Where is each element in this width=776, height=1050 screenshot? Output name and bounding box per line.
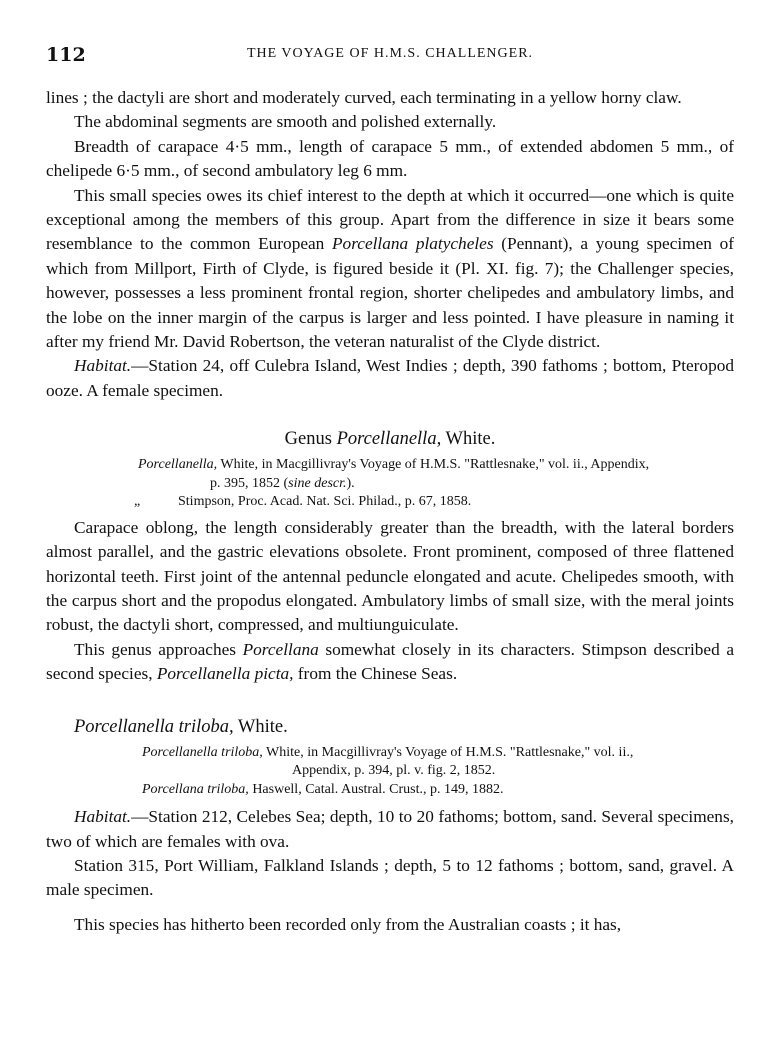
- genus-references: [46, 456, 734, 512]
- habitat-text: —Station 212, Celebes Sea; depth, 10 to 20 fathoms; bottom, sand. Several specimens, two of which are females with ova.: [46, 807, 734, 851]
- paragraph-distribution: This species has hitherto been recorded only from the Australian coasts ; it has,: [74, 914, 622, 934]
- reference-name: Porcellana triloba,: [142, 781, 249, 797]
- text-segment: from the Chinese Seas.: [293, 664, 458, 684]
- reference-text: White, in Macgillivray's Voyage of H.M.S. "Rattlesnake," vol. ii., Appendix,: [217, 457, 650, 473]
- species-italic: Porcellanella picta,: [156, 664, 294, 684]
- reference-line: [138, 456, 734, 475]
- spacer: [46, 903, 734, 913]
- text-segment: (Pennant), a young specimen of which from Millport, Firth of Clyde, is figured beside it (Pl. XI. fig. 7); the Challenger species, however, possesses a less prominent frontal region, shorter chelipedes and ambulatory limbs, and the lobe on the inner margin of the carpus is larger and less pointed. I have pleasure in naming it after my friend Mr. David Robertson, the veteran naturalist of the Clyde district.: [46, 234, 734, 352]
- paragraph-station-315: Station 315, Port William, Falkland Islands ; depth, 5 to 12 fathoms ; bottom, sand, gravel. A male specimen.: [46, 855, 734, 900]
- paragraph-measurements: Breadth of carapace 4·5 mm., length of carapace 5 mm., of extended abdomen 5 mm., of chelipede 6·5 mm., of second ambulatory leg 6 mm.: [46, 136, 734, 181]
- genus-name: Porcellanella,: [336, 429, 442, 450]
- genus-prefix: Genus: [284, 429, 337, 450]
- ditto-mark: „: [134, 494, 141, 510]
- paragraph-species-notes: [46, 184, 734, 355]
- page-header: [46, 40, 734, 68]
- page-number: 112: [46, 44, 86, 66]
- species-name: Porcellanella triloba,: [74, 716, 234, 737]
- species-reference-2: [142, 781, 734, 800]
- species-references: [46, 744, 734, 800]
- paragraph-genus-comparison: [46, 638, 734, 687]
- paragraph-abdominal: The abdominal segments are smooth and polished externally.: [74, 112, 497, 132]
- paragraph-habitat-1: [46, 354, 734, 403]
- genus-author: White.: [441, 429, 496, 450]
- species-name-italic: Porcellana platycheles: [332, 234, 494, 254]
- habitat-label: Habitat.: [74, 356, 132, 376]
- paragraph-genus-description: Carapace oblong, the length considerably greater than the breadth, with the lateral borders almost parallel, and the gastric elevations obsolete. Front prominent, composed of three flattened horizontal teeth. First joint of the antennal peduncle elongated and acute. Chelipedes smooth, with the carpus short and the propodus elongated. Ambulatory limbs of small size, with the meral joints robust, the dactyli short, compressed, and multiunguiculate.: [46, 517, 734, 635]
- reference-text: ).: [346, 475, 355, 491]
- text-segment: somewhat closely in its characters. Stimpson described a second species,: [46, 639, 734, 684]
- genus-heading: [46, 429, 734, 450]
- page: [46, 40, 734, 937]
- reference-line: Appendix, p. 394, pl. v. fig. 2, 1852.: [292, 763, 496, 779]
- reference-line: [138, 475, 734, 494]
- text-segment: This small species owes its chief interest to the depth at which it occurred—one which is quite exceptional among the members of this group. Apart from the difference in size it bears some resemblance to the common European: [46, 185, 734, 254]
- habitat-text: —Station 24, off Culebra Island, West Indies ; depth, 390 fathoms ; bottom, Pteropod ooze. A female specimen.: [46, 356, 734, 400]
- reference-text: Haswell, Catal. Austral. Crust., p. 149, 1882.: [248, 781, 504, 797]
- genus-reference-2: [134, 493, 734, 512]
- running-title: THE VOYAGE OF H.M.S. CHALLENGER.: [246, 46, 534, 61]
- species-author: White.: [233, 716, 288, 737]
- genus-italic: Porcellana: [242, 639, 319, 659]
- reference-text: Stimpson, Proc. Acad. Nat. Sci. Philad., p. 67, 1858.: [178, 494, 472, 510]
- reference-name: Porcellanella,: [138, 457, 218, 473]
- sine-descr: sine descr.: [288, 475, 347, 491]
- paragraph-habitat-2: [46, 805, 734, 854]
- reference-text: p. 395, 1852 (: [210, 475, 289, 491]
- habitat-label: Habitat.: [74, 807, 132, 827]
- reference-line: [142, 744, 734, 763]
- reference-name: Porcellanella triloba,: [142, 744, 263, 760]
- species-heading: [74, 717, 734, 738]
- genus-reference-1: [138, 456, 734, 493]
- reference-text: White, in Macgillivray's Voyage of H.M.S. "Rattlesnake," vol. ii.,: [262, 744, 634, 760]
- paragraph-dactyli: lines ; the dactyli are short and moderately curved, each terminating in a yellow horny claw.: [46, 88, 682, 107]
- text-segment: This genus approaches: [74, 639, 243, 659]
- species-reference-1: [142, 744, 734, 781]
